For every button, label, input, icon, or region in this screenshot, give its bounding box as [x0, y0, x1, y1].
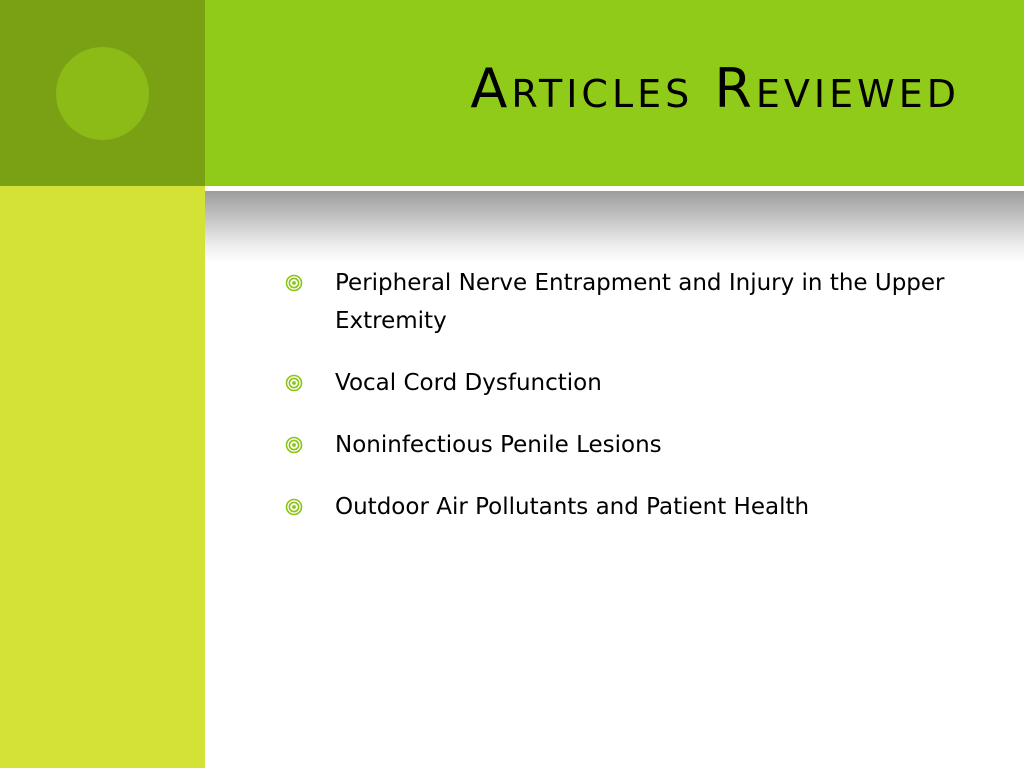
side-bar [0, 186, 205, 768]
bullet-text: Peripheral Nerve Entrapment and Injury in the Upper Extremity [335, 270, 945, 334]
bullet-item [283, 364, 953, 402]
shadow-band [205, 191, 1024, 263]
bullet-text: Outdoor Air Pollutants and Patient Health [335, 494, 810, 520]
target-bullet-icon [285, 274, 303, 292]
bullet-list [283, 264, 953, 550]
target-bullet-icon [285, 436, 303, 454]
slide-title: Articles Reviewed [470, 57, 960, 120]
bullet-item [283, 426, 953, 464]
bullet-text: Vocal Cord Dysfunction [335, 370, 602, 396]
target-bullet-icon [285, 374, 303, 392]
decorative-circle [56, 47, 149, 140]
target-bullet-icon [285, 498, 303, 516]
corner-block [0, 0, 205, 186]
bullet-item [283, 488, 953, 526]
bullet-text: Noninfectious Penile Lesions [335, 432, 662, 458]
bullet-item [283, 264, 953, 340]
